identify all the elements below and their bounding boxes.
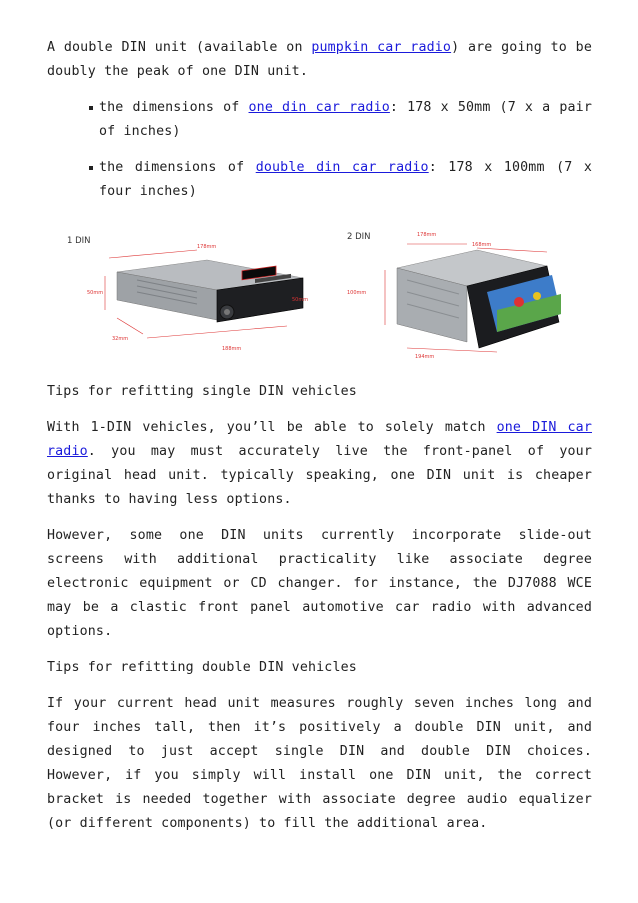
double-din-car-radio-link[interactable]: double din car radio — [255, 160, 429, 175]
list-item-text: : 178 x 50mm (7 x a pair of inches) — [99, 100, 592, 139]
list-item-text: : 178 x 100mm (7 x four inches) — [99, 160, 592, 199]
dim-label: 50mm — [292, 297, 309, 303]
intro-paragraph — [47, 36, 592, 84]
section-heading-double-din: Tips for refitting double DIN vehicles — [47, 660, 357, 675]
two-din-radio-illustration — [347, 230, 577, 360]
one-din-car-radio-link[interactable]: one din car radio — [248, 100, 390, 115]
dim-label: 188mm — [222, 346, 242, 352]
single-din-paragraph-2: However, some one DIN units currently incorporate slide-out screens with additional practicality like associate degree electronic equipment or CD changer. for instance, the DJ7088 WCE may be a clastic front panel automotive car radio with advanced options. — [47, 528, 592, 639]
dim-label: 178mm — [197, 244, 217, 250]
one-din-label: 1 DIN — [67, 236, 91, 246]
pumpkin-car-radio-link[interactable]: pumpkin car radio — [311, 40, 452, 55]
dim-label: 194mm — [415, 354, 435, 360]
bullet-marker — [89, 106, 93, 110]
document-page — [47, 36, 592, 848]
one-din-car-radio-inline-link[interactable]: one DIN car radio — [47, 420, 592, 459]
single-din-paragraph-1 — [47, 416, 592, 512]
dimensions-list — [47, 96, 592, 204]
intro-text-end: ) are going to be doubly the peak of one DIN unit. — [47, 40, 592, 79]
list-item-text: the dimensions of — [99, 160, 256, 175]
bullet-marker — [89, 166, 93, 170]
paragraph-text: With 1-DIN vehicles, you’ll be able to solely match — [47, 420, 497, 435]
section-heading-single-din: Tips for refitting single DIN vehicles — [47, 384, 357, 399]
dim-label: 50mm — [87, 290, 104, 296]
list-item — [89, 96, 592, 144]
dim-label: 100mm — [347, 290, 367, 296]
two-din-label: 2 DIN — [347, 232, 371, 242]
intro-text-start: A double DIN unit (available on — [47, 40, 312, 55]
list-item-text: the dimensions of — [99, 100, 249, 115]
dim-label: 32mm — [112, 336, 129, 342]
list-item — [89, 156, 592, 204]
double-din-paragraph-1: If your current head unit measures roughly seven inches long and four inches tall, then it’s positively a double DIN unit, and designed to just accept single DIN and double DIN choices. However, if you simply will install one DIN unit, the correct bracket is needed together with associate degree audio equalizer (or different components) to fill the additional area. — [47, 696, 592, 831]
din-comparison-image — [47, 220, 592, 360]
dim-label: 168mm — [472, 242, 492, 248]
paragraph-text: . you may must accurately live the front-panel of your original head unit. typically speaking, one DIN unit is cheaper thanks to having less options. — [47, 444, 592, 507]
dim-label: 178mm — [417, 232, 437, 238]
